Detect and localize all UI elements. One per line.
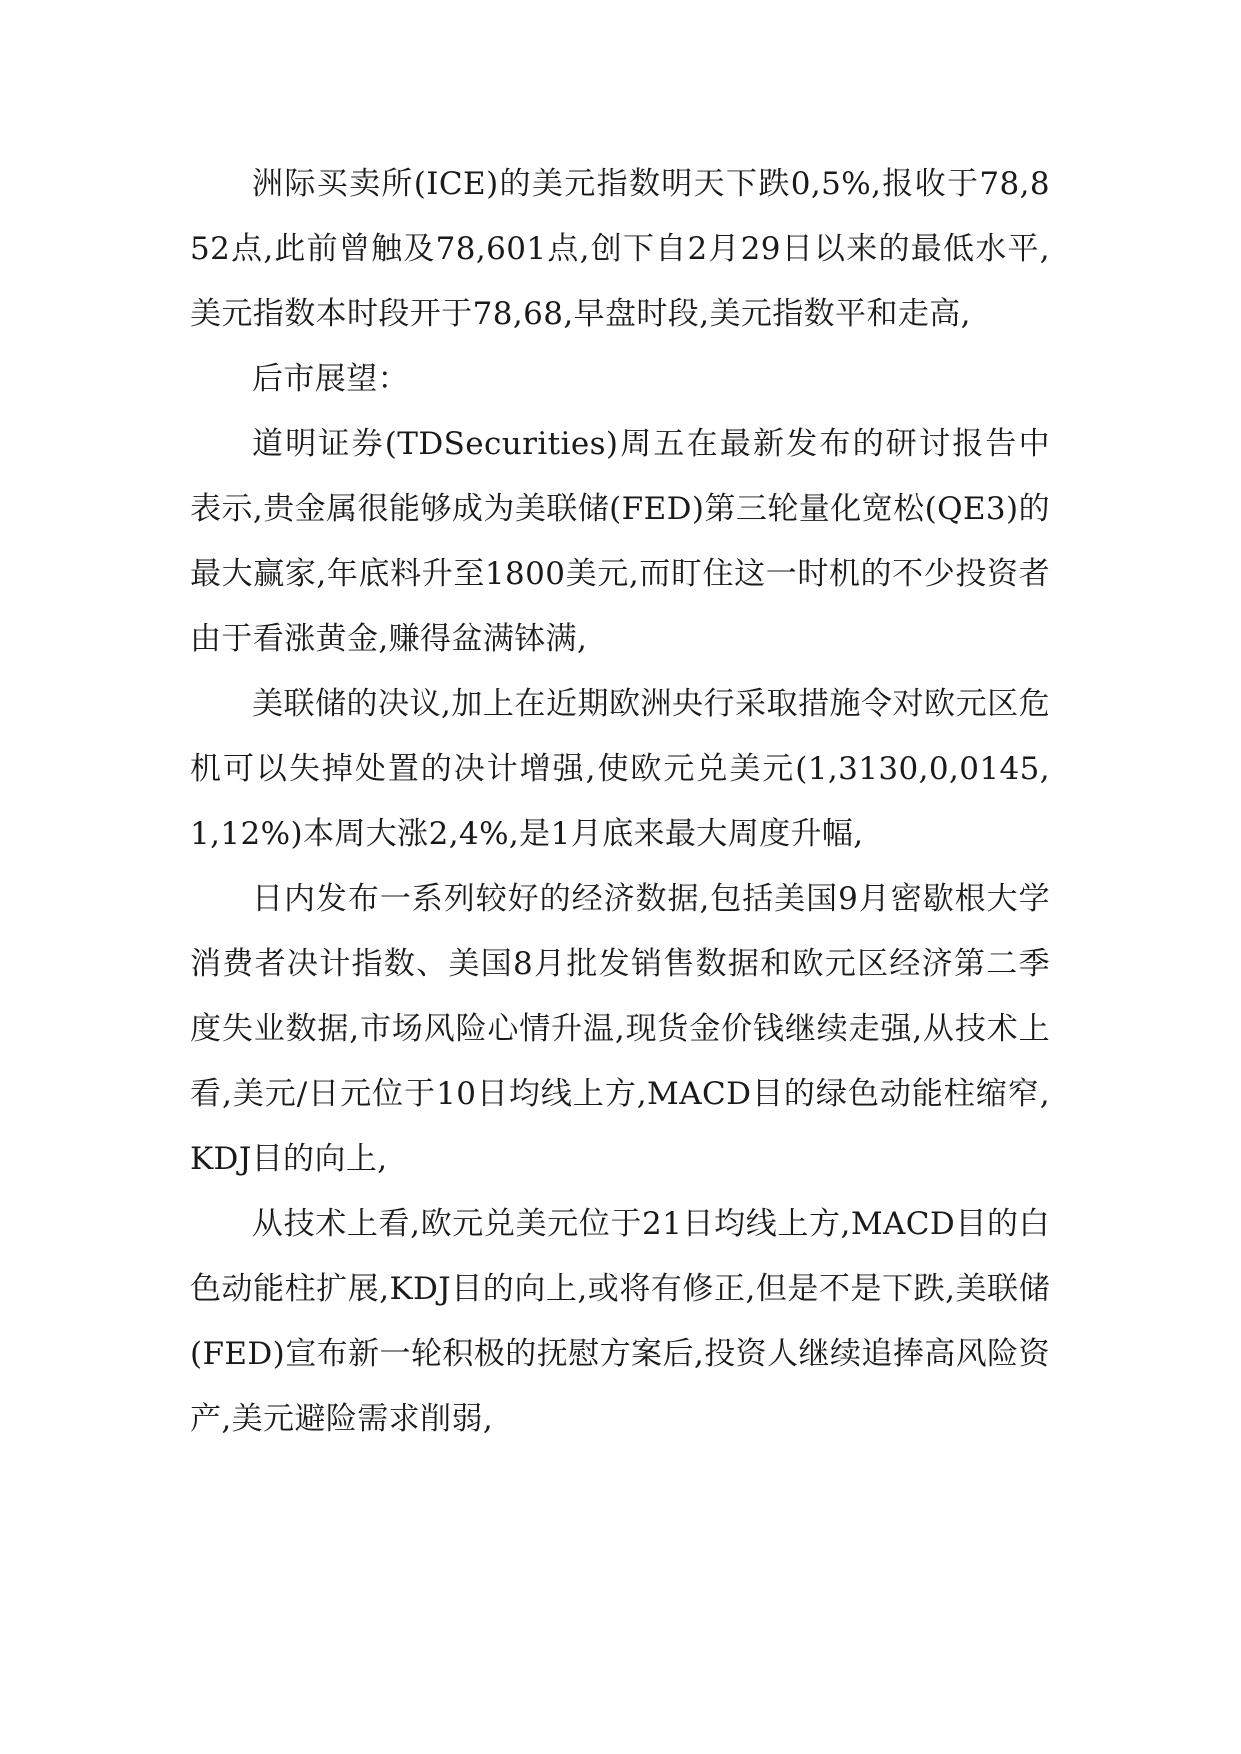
paragraph-td-securities: 道明证券(TDSecurities)周五在最新发布的研讨报告中表示,贵金属很能够成为美联储(FED)第三轮量化宽松(QE3)的最大赢家,年底料升至1800美元,而盯住这一时机的不少投资者由于看涨黄金,赚得盆满钵满, (190, 426, 1050, 657)
article-body (190, 152, 1050, 1452)
paragraph-economic-data: 日内发布一系列较好的经济数据,包括美国9月密歇根大学消费者决计指数、美国8月批发销售数据和欧元区经济第二季度失业数据,市场风险心情升温,现货金价钱继续走强,从技术上看,美元/日元位于10日均线上方,MACD目的绿色动能柱缩窄,KDJ目的向上, (190, 881, 1050, 1177)
paragraph-ice-dollar-index: 洲际买卖所(ICE)的美元指数明天下跌0,5%,报收于78,852点,此前曾触及78,601点,创下自2月29日以来的最低水平,美元指数本时段开于78,68,早盘时段,美元指数平和走高, (190, 166, 1050, 332)
paragraph-outlook-heading: 后市展望： (252, 361, 409, 397)
paragraph-euro-technical: 从技术上看,欧元兑美元位于21日均线上方,MACD目的白色动能柱扩展,KDJ目的向上,或将有修正,但是不是下跌,美联储(FED)宣布新一轮积极的抚慰方案后,投资人继续追捧高风险资产,美元避险需求削弱, (190, 1206, 1050, 1437)
paragraph-fed-decision: 美联储的决议,加上在近期欧洲央行采取措施令对欧元区危机可以失掉处置的决计增强,使欧元兑美元(1,3130,0,0145,1,12%)本周大涨2,4%,是1月底来最大周度升幅, (190, 686, 1050, 852)
